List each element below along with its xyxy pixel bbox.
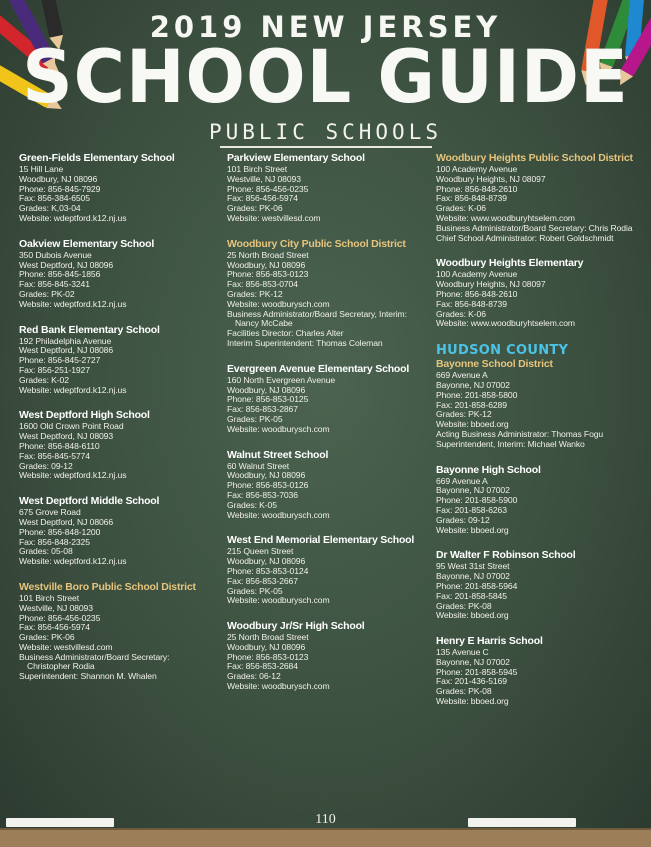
detail-line: 350 Dubois Avenue [19, 249, 92, 260]
detail-line: Bayonne, NJ 07002 [436, 379, 510, 390]
detail-line: Woodbury, NJ 08096 [227, 556, 306, 567]
school-name: Walnut Street School [227, 448, 329, 461]
website-line: Website: wdeptford.k12.nj.us [19, 212, 127, 223]
school-entry [227, 534, 431, 606]
fax-line: Fax: 856-456-5974 [19, 622, 90, 633]
fax-line: Fax: 856-456-5974 [227, 193, 298, 204]
fax-line: Fax: 201-858-6289 [436, 399, 507, 410]
fax-line: Fax: 856-251-1927 [19, 364, 90, 375]
grades-line: Grades: PK-12 [436, 409, 492, 420]
detail-line: 101 Birch Street [227, 164, 288, 174]
school-name: Henry E Harris School [436, 635, 543, 648]
section-underline [220, 146, 432, 148]
detail-line: Christopher Rodia [27, 661, 95, 672]
detail-line: Woodbury, NJ 08096 [227, 259, 306, 270]
phone-line: Phone: 201-858-5900 [436, 495, 518, 506]
phone-line: Phone: 856-853-0126 [227, 480, 309, 491]
district-name: Westville Boro Public School District [19, 580, 196, 593]
detail-line: 15 Hill Lane [19, 164, 64, 174]
website-line: Website: woodburysch.com [227, 595, 330, 606]
chalk-piece [468, 818, 576, 827]
phone-line: Phone: 856-845-7929 [19, 183, 101, 194]
school-entry [436, 464, 636, 536]
grades-line: Grades: 06-12 [227, 671, 281, 682]
grades-line: Grades: K,03-04 [19, 203, 81, 214]
school-name: Parkview Elementary School [227, 152, 365, 164]
website-line: Website: www.woodburyhtselem.com [436, 318, 575, 329]
fax-line: Fax: 856-848-2325 [19, 536, 90, 547]
detail-line: Westville, NJ 08093 [19, 602, 93, 613]
website-line: Website: wdeptford.k12.nj.us [19, 384, 127, 395]
detail-line: Woodbury, NJ 08096 [227, 641, 306, 652]
district-name: Woodbury Heights Public School District [436, 152, 633, 164]
detail-line: 135 Avenue C [436, 647, 489, 658]
detail-line: Acting Business Administrator: Thomas Fogu [436, 428, 604, 439]
district-entry [227, 238, 431, 349]
fax-line: Fax: 856-845-3241 [19, 279, 90, 290]
grades-line: Grades: PK-02 [19, 288, 75, 299]
detail-line: 100 Academy Avenue [436, 164, 518, 174]
phone-line: Phone: 201-858-5964 [436, 580, 518, 591]
detail-line: 95 West 31st Street [436, 561, 510, 572]
phone-line: Phone: 856-853-0125 [227, 394, 309, 405]
website-line: Website: bboed.org [436, 610, 509, 621]
district-entry [436, 343, 636, 449]
school-name: West Deptford Middle School [19, 495, 160, 508]
district-entry [19, 581, 223, 682]
grades-line: Grades: K-06 [436, 203, 486, 214]
grades-line: Grades: PK-08 [436, 686, 492, 697]
grades-line: Grades: 09-12 [436, 514, 490, 525]
phone-line: Phone: 856-848-2610 [436, 183, 518, 194]
school-entry [436, 635, 636, 707]
detail-line: Superintendent: Shannon M. Whalen [19, 671, 157, 682]
website-line: Website: www.woodburyhtselem.com [436, 212, 575, 223]
grades-line: Grades: K-06 [436, 308, 486, 319]
grades-line: Grades: PK-05 [227, 413, 283, 424]
fax-line: Fax: 856-848-8739 [436, 298, 507, 309]
fax-line: Fax: 856-853-0704 [227, 279, 298, 290]
header-year: 2019 NEW JERSEY [149, 10, 502, 44]
phone-line: Phone: 856-848-6110 [19, 440, 100, 451]
grades-line: Grades: PK-06 [227, 203, 283, 214]
chalk-piece [6, 818, 114, 827]
fax-line: Fax: 201-858-5845 [436, 590, 507, 601]
school-name: Woodbury Heights Elementary [436, 257, 584, 270]
school-entry [436, 257, 636, 329]
district-name: Bayonne School District [436, 358, 553, 371]
website-line: Website: woodburysch.com [227, 423, 330, 434]
website-line: Website: wdeptford.k12.nj.us [19, 556, 127, 567]
detail-line: Bayonne, NJ 07002 [436, 485, 510, 496]
school-name: West End Memorial Elementary School [227, 534, 415, 547]
detail-line: Facilities Director: Charles Alter [227, 328, 344, 339]
website-line: Website: woodburysch.com [227, 298, 330, 309]
school-entry [436, 549, 636, 621]
section-title: PUBLIC SCHOOLS [208, 120, 442, 144]
detail-line: West Deptford, NJ 08066 [19, 516, 114, 527]
detail-line: Business Administrator/Board Secretary, Interim: [227, 308, 407, 319]
column-3 [436, 152, 636, 721]
detail-line: 215 Queen Street [227, 546, 294, 557]
school-entry [19, 409, 223, 481]
website-line: Website: westvillesd.com [227, 212, 321, 223]
grades-line: Grades: PK-08 [436, 600, 492, 611]
website-line: Website: wdeptford.k12.nj.us [19, 470, 127, 481]
school-name: Red Bank Elementary School [19, 323, 160, 336]
detail-line: Woodbury, NJ 08096 [19, 173, 98, 184]
detail-line: 160 North Evergreen Avenue [227, 374, 336, 385]
website-line: Website: bboed.org [436, 524, 509, 535]
detail-line: Woodbury, NJ 08096 [227, 384, 306, 395]
detail-line: West Deptford, NJ 08096 [19, 259, 114, 270]
school-entry [227, 449, 431, 521]
website-line: Website: wdeptford.k12.nj.us [19, 298, 127, 309]
detail-line: Business Administrator/Board Secretary: Chris Rodia [436, 222, 633, 233]
fax-line: Fax: 856-853-7036 [227, 489, 298, 500]
fax-line: Fax: 856-848-8739 [436, 193, 507, 204]
school-entry [19, 238, 223, 310]
fax-line: Fax: 856-853-2667 [227, 575, 298, 586]
grades-line: Grades: PK-06 [19, 632, 75, 643]
school-entry [19, 324, 223, 396]
phone-line: Phone: 856-848-2610 [436, 288, 518, 299]
phone-line: Phone: 856-845-1856 [19, 269, 101, 280]
phone-line: Phone: 853-853-0124 [227, 565, 309, 576]
detail-line: 1600 Old Crown Point Road [19, 421, 124, 432]
detail-line: 25 North Broad Street [227, 632, 309, 643]
page-title: SCHOOL GUIDE [22, 33, 629, 121]
detail-line: Superintendent, Interim: Michael Wanko [436, 438, 585, 449]
school-entry [227, 363, 431, 435]
fax-line: Fax: 856-384-6505 [19, 193, 90, 204]
detail-line: West Deptford, NJ 08093 [19, 431, 114, 442]
school-name: Dr Walter F Robinson School [436, 549, 576, 562]
phone-line: Phone: 856-845-2727 [19, 355, 101, 366]
detail-line: Bayonne, NJ 07002 [436, 656, 510, 667]
school-entry [19, 495, 223, 567]
detail-line: Bayonne, NJ 07002 [436, 571, 510, 582]
school-entry [19, 152, 223, 224]
fax-line: Fax: 856-853-2684 [227, 661, 298, 672]
detail-line: Nancy McCabe [235, 318, 293, 329]
phone-line: Phone: 856-456-0235 [227, 183, 309, 194]
detail-line: 669 Avenue A [436, 370, 488, 381]
detail-line: 100 Academy Avenue [436, 269, 518, 280]
column-2 [227, 152, 431, 706]
fax-line: Fax: 856-853-2867 [227, 404, 298, 415]
county-heading: HUDSON COUNTY [436, 343, 569, 359]
district-name: Woodbury City Public School District [227, 237, 406, 250]
website-line: Website: bboed.org [436, 696, 509, 707]
grades-line: Grades: PK-05 [227, 585, 283, 596]
website-line: Website: westvillesd.com [19, 641, 113, 652]
school-name: Woodbury Jr/Sr High School [227, 620, 365, 633]
page-number: 110 [315, 812, 336, 827]
school-name: Bayonne High School [436, 463, 541, 476]
grades-line: Grades: PK-12 [227, 288, 283, 299]
detail-line: Westville, NJ 08093 [227, 173, 301, 184]
website-line: Website: bboed.org [436, 419, 509, 430]
detail-line: Woodbury Heights, NJ 08097 [436, 279, 546, 290]
detail-line: West Deptford, NJ 08086 [19, 345, 114, 356]
detail-line: Woodbury, NJ 08096 [227, 470, 306, 481]
school-entry [227, 152, 431, 224]
detail-line: 60 Walnut Street [227, 460, 290, 471]
district-entry [436, 152, 636, 243]
phone-line: Phone: 856-853-0123 [227, 651, 309, 662]
chalk-ledge [0, 828, 651, 847]
detail-line: Business Administrator/Board Secretary: [19, 651, 170, 662]
school-name: Oakview Elementary School [19, 237, 155, 250]
phone-line: Phone: 856-853-0123 [227, 269, 309, 280]
school-entry [227, 620, 431, 692]
school-name: Green-Fields Elementary School [19, 152, 175, 164]
phone-line: Phone: 856-848-1200 [19, 526, 101, 537]
grades-line: Grades: K-05 [227, 499, 277, 510]
detail-line: 192 Philadelphia Avenue [19, 335, 112, 346]
grades-line: Grades: K-02 [19, 374, 69, 385]
detail-line: Woodbury Heights, NJ 08097 [436, 173, 546, 184]
detail-line: Interim Superintendent: Thomas Coleman [227, 337, 383, 348]
detail-line: 101 Birch Street [19, 592, 80, 603]
website-line: Website: woodburysch.com [227, 509, 330, 520]
phone-line: Phone: 856-456-0235 [19, 612, 101, 623]
school-name: Evergreen Avenue Elementary School [227, 362, 410, 375]
website-line: Website: woodburysch.com [227, 681, 330, 692]
fax-line: Fax: 201-436-5169 [436, 676, 507, 687]
school-name: West Deptford High School [19, 409, 150, 422]
grades-line: Grades: 05-08 [19, 546, 73, 557]
detail-line: Chief School Administrator: Robert Goldschmidt [436, 232, 614, 243]
column-1 [19, 152, 223, 696]
phone-line: Phone: 201-858-5945 [436, 666, 518, 677]
fax-line: Fax: 201-858-6263 [436, 504, 507, 515]
detail-line: 675 Grove Road [19, 507, 81, 518]
detail-line: 25 North Broad Street [227, 249, 309, 260]
phone-line: Phone: 201-858-5800 [436, 389, 518, 400]
detail-line: 669 Avenue A [436, 475, 488, 486]
grades-line: Grades: 09-12 [19, 460, 73, 471]
fax-line: Fax: 856-845-5774 [19, 450, 90, 461]
